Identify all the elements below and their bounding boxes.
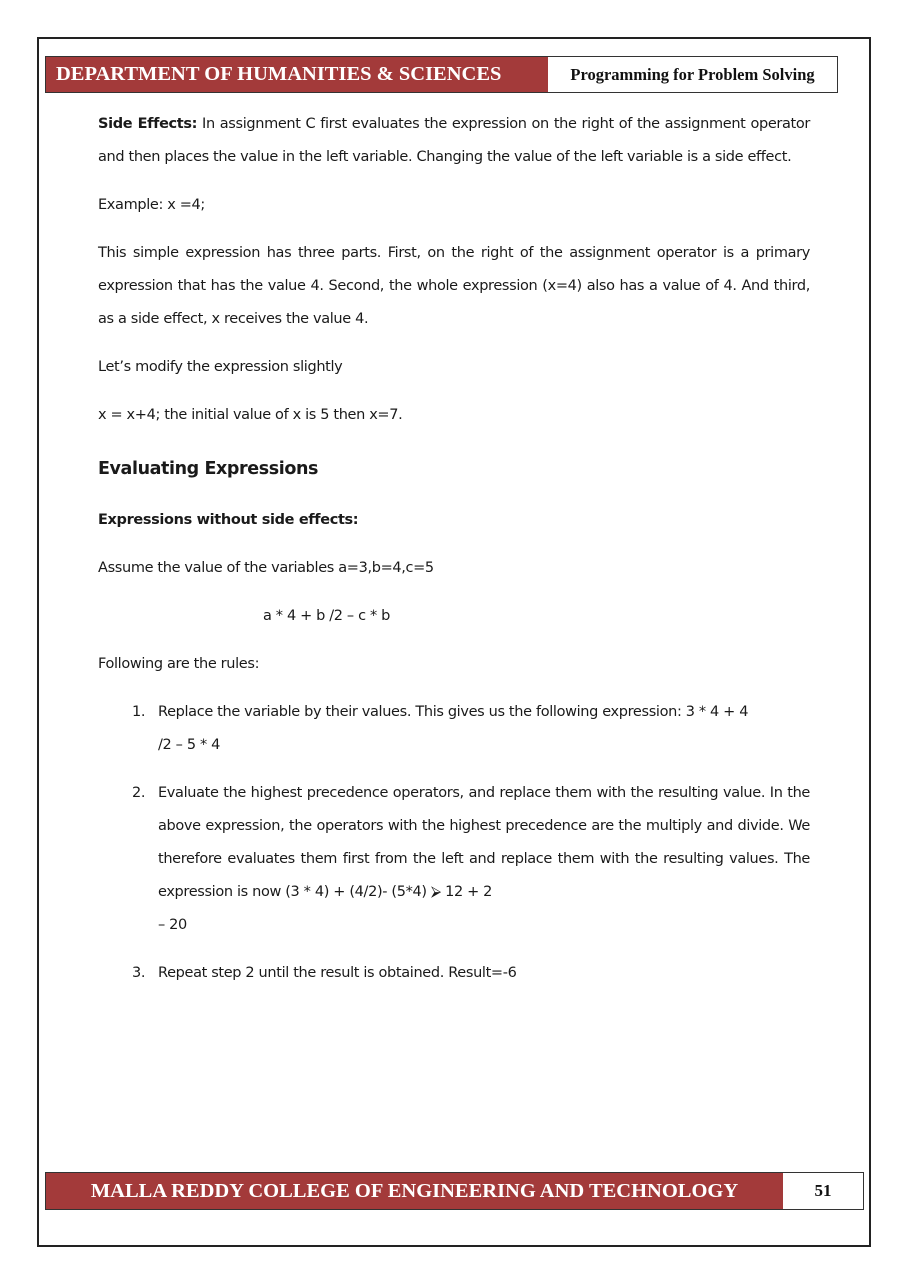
example-line: Example: x =4; <box>98 197 205 213</box>
rules-intro: Following are the rules: <box>98 656 260 672</box>
list-number: 2. <box>132 785 146 801</box>
assume-line: Assume the value of the variables a=3,b=4,c=5 <box>98 560 434 576</box>
department-title: DEPARTMENT OF HUMANITIES & SCIENCES <box>46 57 548 92</box>
page-footer <box>45 1172 864 1210</box>
side-effects-paragraph <box>98 108 810 174</box>
page-header <box>45 56 838 93</box>
list-text <box>157 957 810 990</box>
list-item <box>98 957 810 990</box>
modified-expression-line: x = x+4; the initial value of x is 5 then x=7. <box>98 407 403 423</box>
page-content <box>98 108 810 1005</box>
modify-line: Let’s modify the expression slightly <box>98 359 343 375</box>
list-item <box>98 696 810 762</box>
list-text-line: Evaluate the highest precedence operators, and replace them with the resulting value. In the above expression, the operators with the highest precedence are the multiply and divide. We therefore evaluates them first from the left and replace them with the resulting values. The expression is now (3 * 4) + (4/2)- (5*4) ⮚ 12 + 2 <box>158 785 810 900</box>
list-text-line: /2 – 5 * 4 <box>158 737 220 753</box>
list-number: 3. <box>132 965 146 981</box>
side-effects-text: In assignment C first evaluates the expression on the right of the assignment operator and then places the value in the left variable. Changing the value of the left variable is a side effect. <box>98 116 811 165</box>
explanation-paragraph: This simple expression has three parts. First, on the right of the assignment operator is a primary expression that has the value 4. Second, the whole expression (x=4) also has a value of 4. And third, as a side effect, x receives the value 4. <box>98 245 810 327</box>
course-title: Programming for Problem Solving <box>548 57 837 92</box>
list-text-line: Replace the variable by their values. This gives us the following expression: 3 * 4 + 4 <box>158 704 749 720</box>
list-text-line: – 20 <box>158 917 187 933</box>
rules-list <box>98 696 810 990</box>
list-number: 1. <box>132 704 146 720</box>
list-text <box>157 696 810 762</box>
college-name: MALLA REDDY COLLEGE OF ENGINEERING AND TECHNOLOGY <box>46 1173 783 1209</box>
expression-line: a * 4 + b /2 – c * b <box>263 608 390 624</box>
list-text <box>157 777 810 942</box>
list-item <box>98 777 810 942</box>
section-heading: Evaluating Expressions <box>98 459 319 479</box>
subheading: Expressions without side effects: <box>98 512 359 528</box>
list-text-line: Repeat step 2 until the result is obtained. Result=-6 <box>158 965 517 981</box>
side-effects-label: Side Effects: <box>98 116 198 132</box>
page-number: 51 <box>783 1173 863 1209</box>
